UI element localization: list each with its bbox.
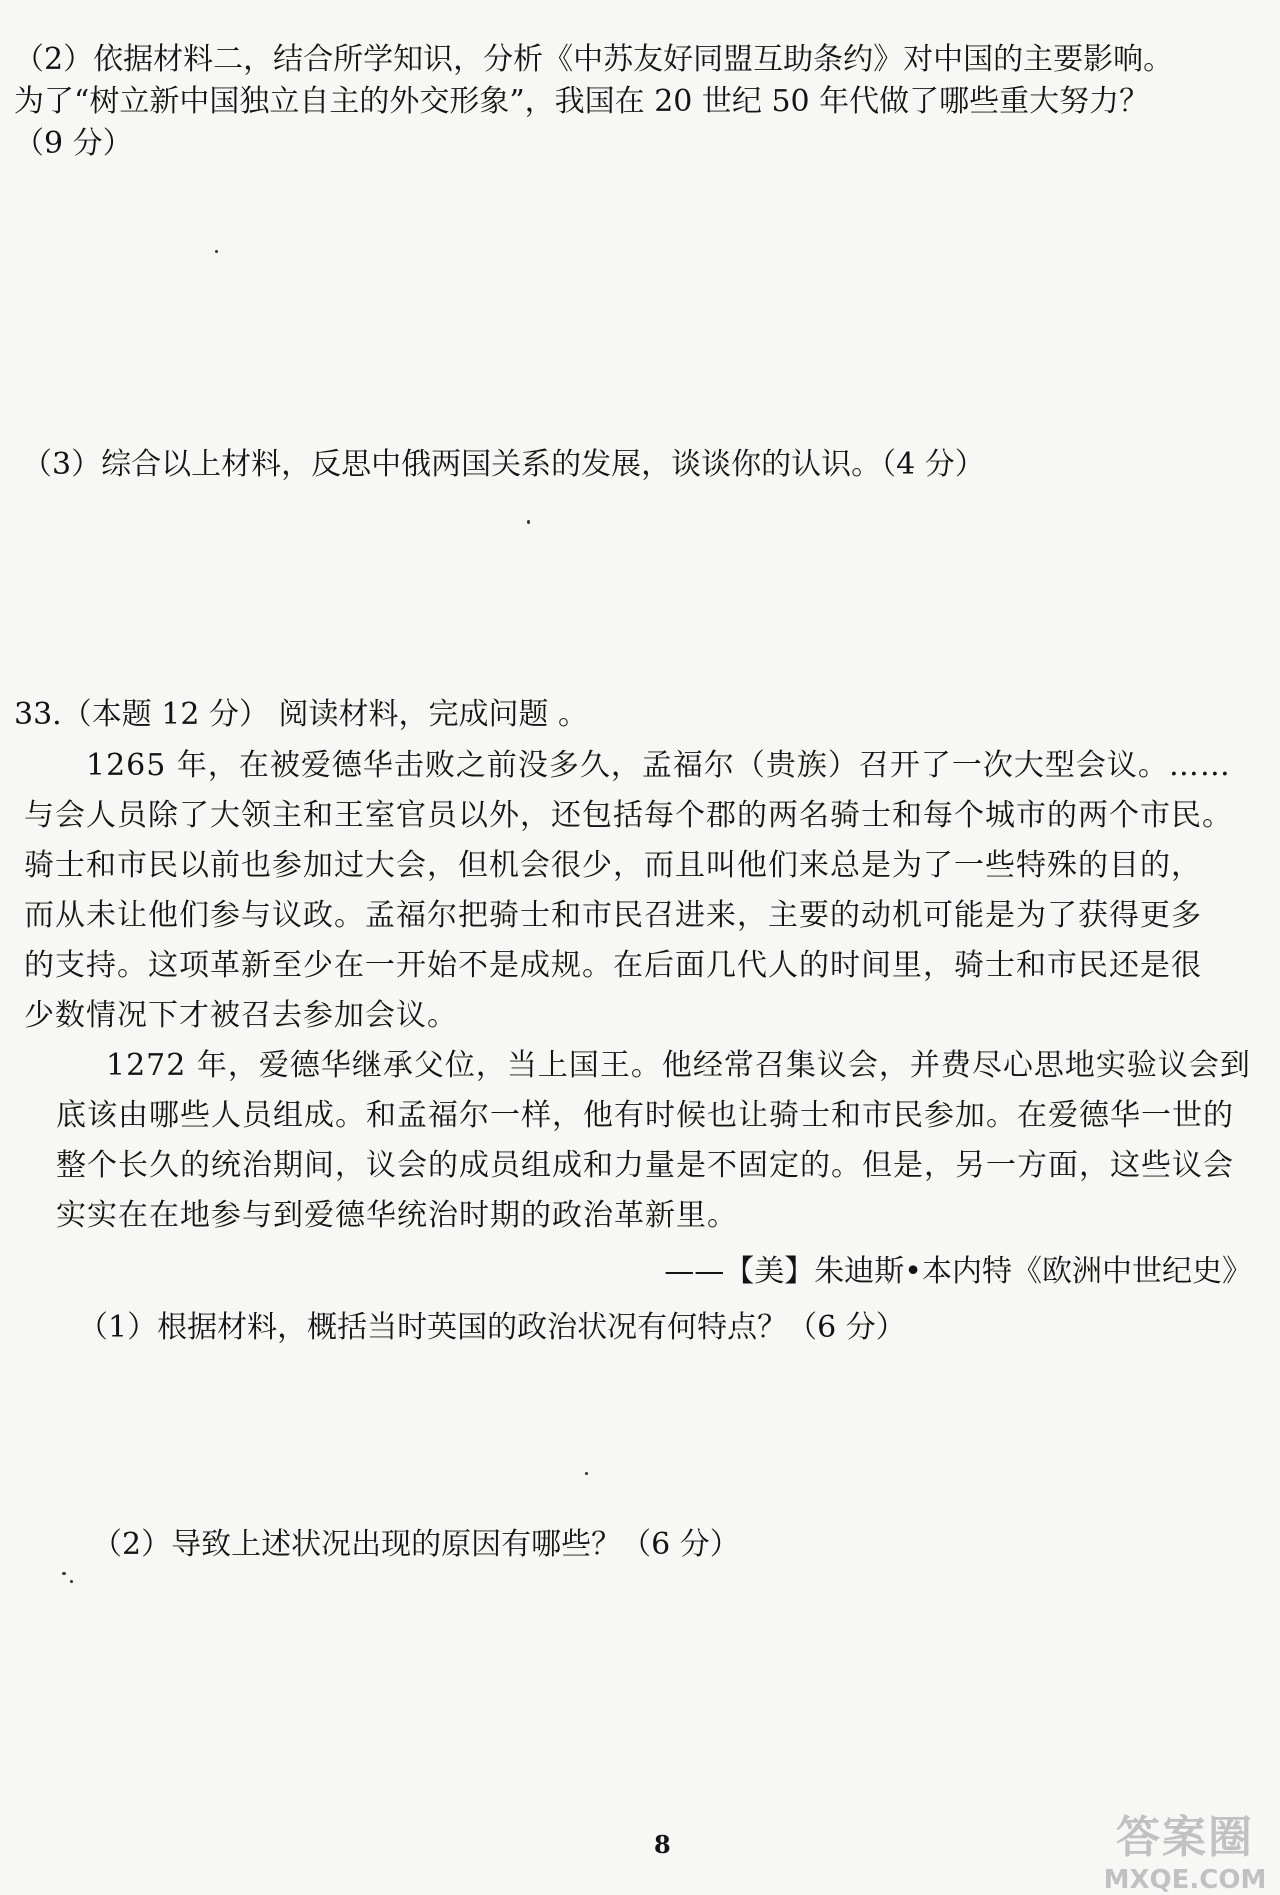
q33-header: 33.（本题 12 分） 阅读材料，完成问题 。 (14, 697, 589, 732)
q33-part2-prompt: （2）导致上述状况出现的原因有哪些？（6 分） (92, 1527, 740, 1562)
scan-speck (527, 520, 530, 524)
q32-part3-prompt: （3）综合以上材料，反思中俄两国关系的发展，谈谈你的认识。（4 分） (22, 447, 985, 482)
q32-part2-line3: （9 分） (14, 126, 133, 161)
scan-speck (585, 1472, 588, 1475)
scan-speck (70, 1580, 73, 1583)
q33-para1-line6: 少数情况下才被召去参加会议。 (24, 998, 458, 1033)
q33-para1-line2: 与会人员除了大领主和王室官员以外，还包括每个郡的两名骑士和每个城市的两个市民。 (24, 798, 1233, 833)
q33-part1-prompt: （1）根据材料，概括当时英国的政治状况有何特点？（6 分） (78, 1310, 906, 1345)
page-number: 8 (654, 1830, 671, 1859)
q33-para2-line2: 底该由哪些人员组成。和孟福尔一样，他有时候也让骑士和市民参加。在爱德华一世的 (56, 1098, 1234, 1133)
watermark-logo-text: 答案圈 (1116, 1811, 1254, 1863)
q32-part2-line2: 为了“树立新中国独立自主的外交形象”，我国在 20 世纪 50 年代做了哪些重大努力？ (14, 84, 1150, 119)
q33-source-citation: ——【美】朱迪斯•本内特《欧洲中世纪史》 (664, 1254, 1252, 1289)
q33-para1-line3: 骑士和市民以前也参加过大会，但机会很少，而且叫他们来总是为了一些特殊的目的， (24, 848, 1202, 883)
watermark-url: MXQE.COM (1103, 1864, 1267, 1895)
q33-para1-line1: 1265 年，在被爱德华击败之前没多久，孟福尔（贵族）召开了一次大型会议。…… (86, 748, 1231, 783)
scan-speck (62, 1572, 66, 1575)
q33-para2-line1: 1272 年，爱德华继承父位，当上国王。他经常召集议会，并费尽心思地实验议会到 (106, 1048, 1251, 1083)
corner-watermark (1090, 1800, 1280, 1895)
q32-part2-line1: （2）依据材料二，结合所学知识，分析《中苏友好同盟互助条约》对中国的主要影响。 (14, 42, 1174, 77)
scan-speck (215, 250, 218, 253)
q33-para1-line5: 的支持。这项革新至少在一开始不是成规。在后面几代人的时间里，骑士和市民还是很 (24, 948, 1202, 983)
q33-para2-line3: 整个长久的统治期间，议会的成员组成和力量是不固定的。但是，另一方面，这些议会 (56, 1148, 1234, 1183)
q33-para2-line4: 实实在在地参与到爱德华统治时期的政治革新里。 (56, 1198, 738, 1233)
q33-para1-line4: 而从未让他们参与议政。孟福尔把骑士和市民召进来，主要的动机可能是为了获得更多 (24, 898, 1202, 933)
